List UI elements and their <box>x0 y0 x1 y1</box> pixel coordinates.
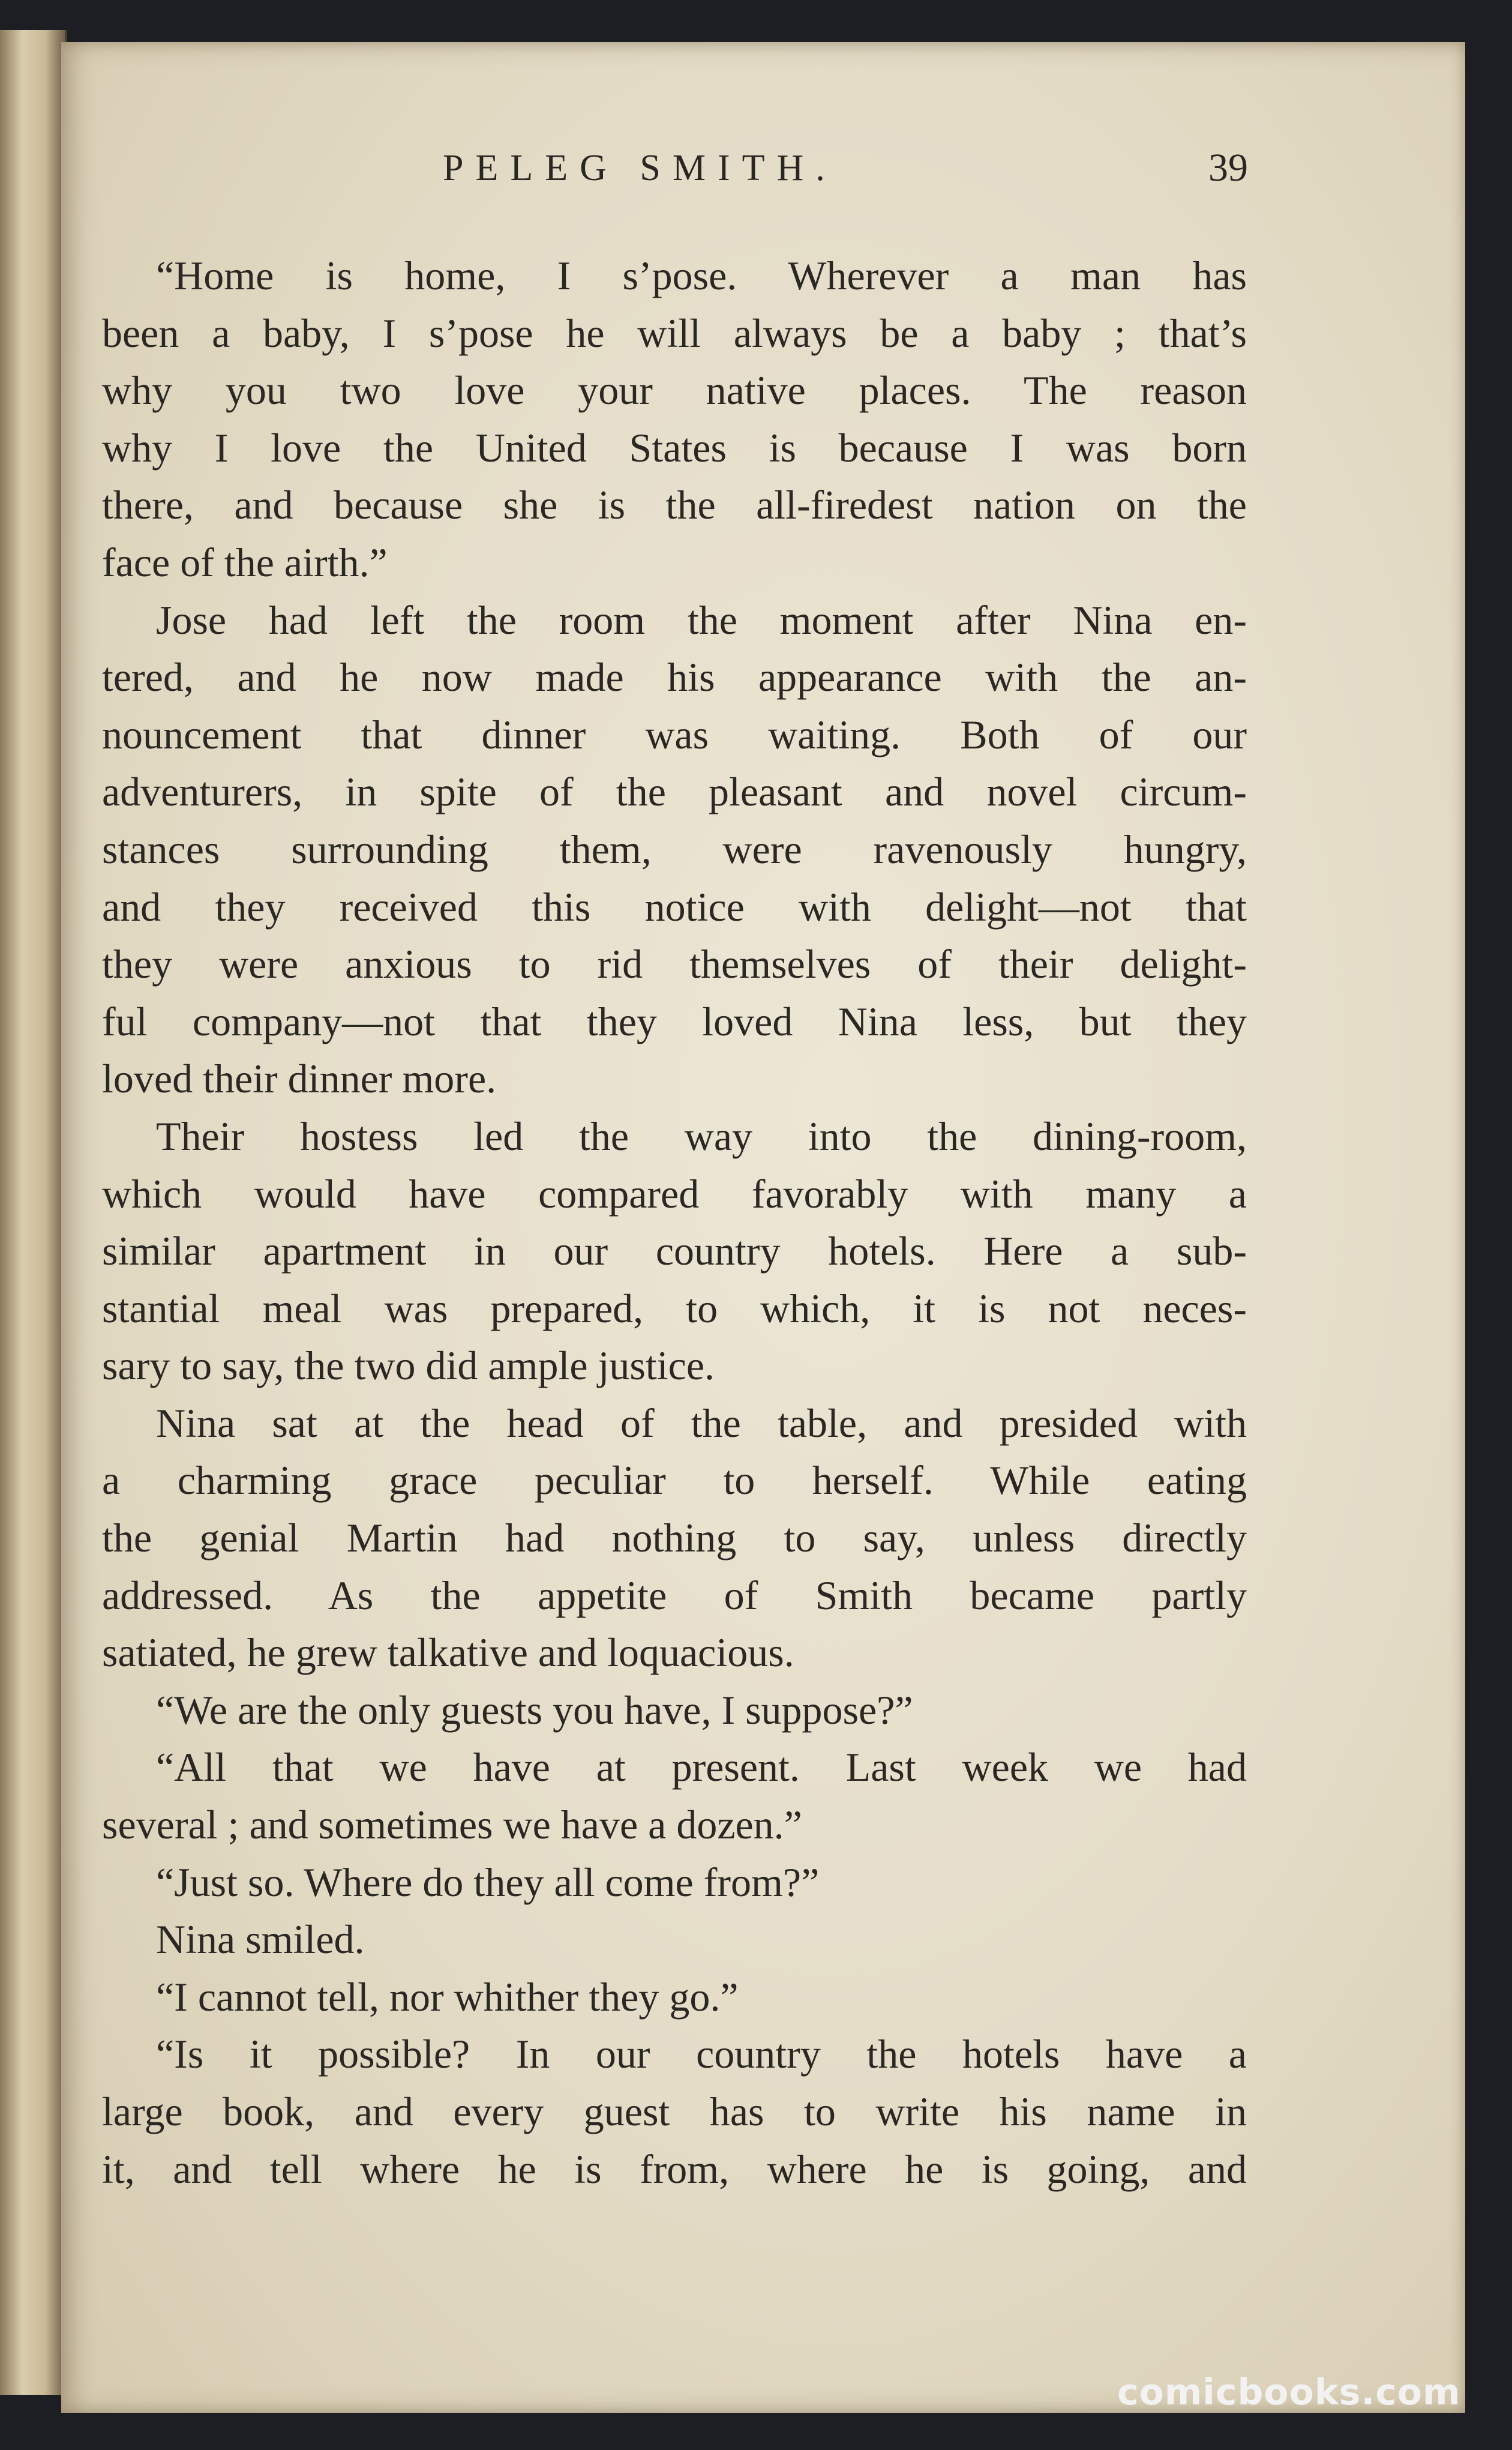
text-line: which would have compared favorably with many a <box>102 1170 1247 1217</box>
text-line: it, and tell where he is from, where he is going, and <box>102 2146 1247 2192</box>
page-number: 39 <box>1208 146 1248 190</box>
page-header <box>161 132 1248 204</box>
text-line: “Just so. Where do they all come from?” <box>156 1859 820 1905</box>
text-line: Nina sat at the head of the table, and presided with <box>156 1400 1247 1446</box>
text-line: Their hostess led the way into the dining-room, <box>156 1113 1247 1159</box>
text-line: several ; and sometimes we have a dozen.” <box>102 1802 802 1848</box>
text-line: nouncement that dinner was waiting. Both of our <box>102 711 1247 757</box>
text-line: a charming grace peculiar to herself. While eating <box>102 1457 1247 1503</box>
text-line: face of the airth.” <box>102 539 388 585</box>
text-line: Nina smiled. <box>156 1916 365 1963</box>
text-line: there, and because she is the all-firedest nation on the <box>102 482 1247 528</box>
text-line: Jose had left the room the moment after Nina en- <box>156 597 1247 643</box>
text-line: why you two love your native places. The reason <box>102 367 1247 414</box>
text-line: the genial Martin had nothing to say, unless directly <box>102 1515 1247 1561</box>
text-line: addressed. As the appetite of Smith became partly <box>102 1572 1247 1618</box>
text-line: been a baby, I s’pose he will always be a baby ; that’s <box>102 310 1247 356</box>
text-line: and they received this notice with delight—not that <box>102 883 1247 930</box>
text-line: “We are the only guests you have, I suppose?” <box>156 1687 913 1733</box>
body-text <box>102 247 1247 2198</box>
text-line: they were anxious to rid themselves of their delight- <box>102 941 1247 987</box>
text-line: similar apartment in our country hotels. Here a sub- <box>102 1228 1247 1274</box>
text-line: “I cannot tell, nor whither they go.” <box>156 1973 739 2020</box>
watermark-logo: comicbooks.com <box>1117 2371 1461 2413</box>
text-line: tered, and he now made his appearance with the an- <box>102 654 1247 700</box>
text-line: loved their dinner more. <box>102 1056 497 1102</box>
text-line: stantial meal was prepared, to which, it is not neces- <box>102 1285 1247 1331</box>
text-line: satiated, he grew talkative and loquacious. <box>102 1630 794 1676</box>
text-line: why I love the United States is because I was born <box>102 424 1247 471</box>
book-spine <box>0 30 67 2395</box>
text-line: stances surrounding them, were ravenously hungry, <box>102 826 1247 872</box>
running-head: PELEG SMITH. <box>443 148 837 188</box>
text-line: sary to say, the two did ample justice. <box>102 1343 715 1389</box>
text-line: large book, and every guest has to write his name in <box>102 2089 1247 2134</box>
text-line: “Is it possible? In our country the hotels have a <box>156 2031 1247 2077</box>
text-line: “All that we have at present. Last week we had <box>156 1744 1247 1790</box>
text-line: “Home is home, I s’pose. Wherever a man has <box>156 253 1247 298</box>
text-line: adventurers, in spite of the pleasant and novel circum- <box>102 769 1247 815</box>
text-line: ful company—not that they loved Nina less, but they <box>102 998 1247 1044</box>
